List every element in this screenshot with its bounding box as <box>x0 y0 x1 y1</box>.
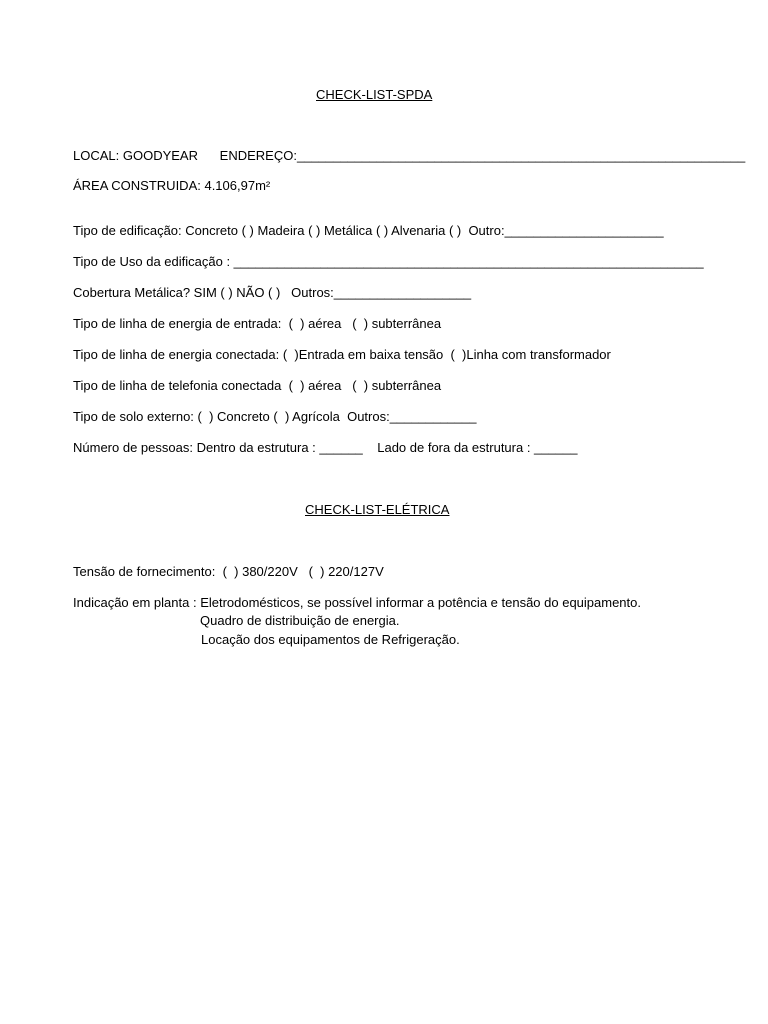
telefonia-line: Tipo de linha de telefonia conectada ( ) aérea ( ) subterrânea <box>73 378 442 393</box>
tipo-uso-line: Tipo de Uso da edificação : _________________________________________________________________ <box>73 254 704 269</box>
tipo-edificacao-line: Tipo de edificação: Concreto ( ) Madeira ( ) Metálica ( ) Alvenaria ( ) Outro:______________________ <box>73 223 664 238</box>
title-spda: CHECK-LIST-SPDA <box>316 87 433 102</box>
title-eletrica: CHECK-LIST-ELÉTRICA <box>305 502 450 517</box>
linha-entrada-line: Tipo de linha de energia de entrada: ( ) aérea ( ) subterrânea <box>73 316 442 331</box>
locacao-line: Locação dos equipamentos de Refrigeração. <box>201 632 460 647</box>
tensao-line: Tensão de fornecimento: ( ) 380/220V ( ) 220/127V <box>73 564 384 579</box>
cobertura-line: Cobertura Metálica? SIM ( ) NÃO ( ) Outros:___________________ <box>73 285 472 300</box>
area-line: ÁREA CONSTRUIDA: 4.106,97m² <box>73 178 271 193</box>
solo-line: Tipo de solo externo: ( ) Concreto ( ) Agrícola Outros:____________ <box>73 409 477 424</box>
quadro-line: Quadro de distribuição de energia. <box>200 613 400 628</box>
pessoas-line: Número de pessoas: Dentro da estrutura : ______ Lado de fora da estrutura : ______ <box>73 440 578 455</box>
local-line: LOCAL: GOODYEAR ENDEREÇO:______________________________________________________________ <box>73 148 746 163</box>
linha-conectada-line: Tipo de linha de energia conectada: ( )Entrada em baixa tensão ( )Linha com transformador <box>73 347 611 362</box>
indicacao-line: Indicação em planta : Eletrodomésticos, se possível informar a potência e tensão do equipamento. <box>73 595 641 610</box>
